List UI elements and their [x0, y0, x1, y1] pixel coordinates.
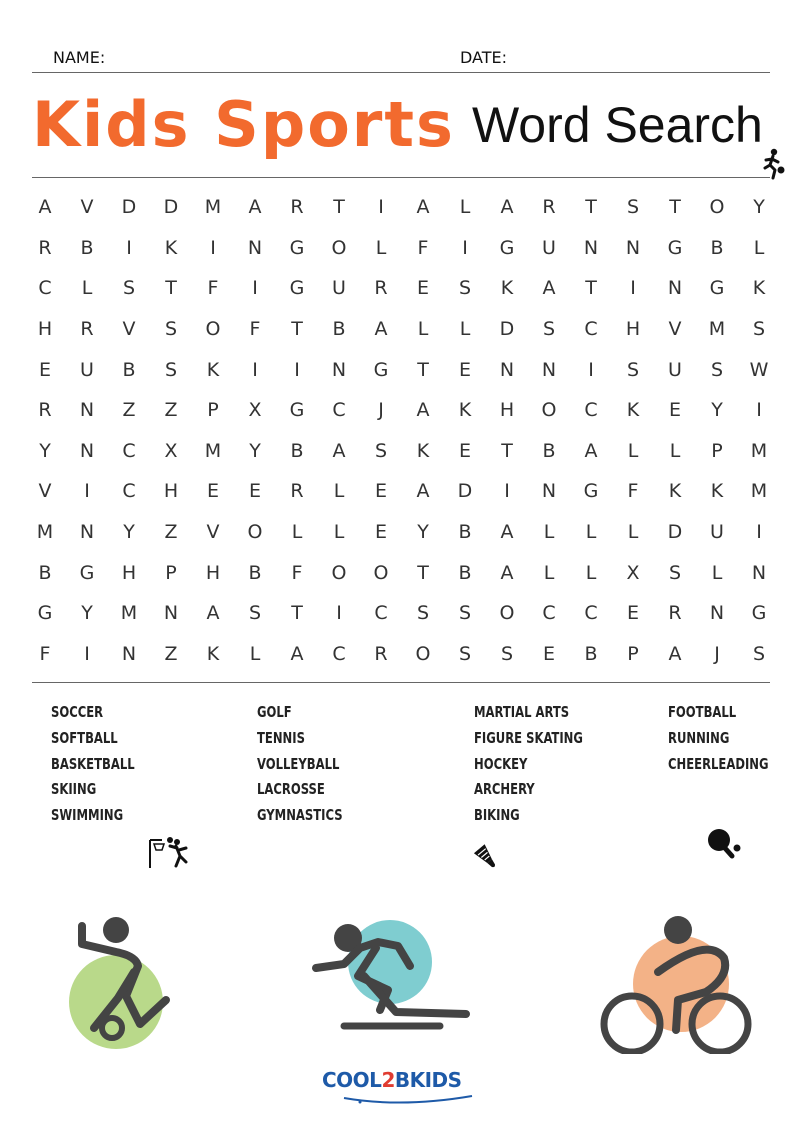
grid-letter: L	[669, 439, 681, 462]
grid-letter: N	[331, 358, 347, 381]
grid-letter: G	[499, 236, 515, 259]
name-date-row	[53, 48, 770, 70]
grid-letter: A	[38, 196, 52, 219]
grid-letter: S	[500, 642, 514, 665]
word-list-column-2	[257, 700, 343, 829]
grid-letter: I	[630, 277, 636, 300]
grid-letter: I	[756, 521, 762, 544]
grid-letter: O	[205, 318, 221, 341]
word-item: SOFTBALL	[51, 728, 118, 747]
grid-letter: L	[459, 196, 471, 219]
grid-letter: N	[709, 602, 725, 625]
grid-letter: K	[500, 277, 514, 300]
grid-letter: A	[206, 602, 220, 625]
grid-letter: M	[750, 480, 768, 503]
grid-letter: T	[165, 277, 177, 300]
grid-letter: K	[206, 642, 220, 665]
grid-letter: M	[204, 196, 222, 219]
grid-letter: F	[249, 318, 261, 341]
cool2bkids-logo	[322, 1068, 482, 1108]
grid-letter: B	[332, 318, 346, 341]
grid-letter: Z	[164, 521, 178, 544]
grid-letter: E	[374, 480, 387, 503]
name-label: NAME:	[53, 48, 106, 67]
grid-letter: C	[122, 480, 136, 503]
grid-letter: E	[38, 358, 51, 381]
grid-top-divider	[32, 177, 770, 178]
grid-letter: I	[126, 236, 132, 259]
grid-letter: T	[417, 358, 429, 381]
title-rest: Word Search	[472, 97, 763, 153]
word-item: HOCKEY	[474, 754, 528, 773]
grid-letter: U	[80, 358, 94, 381]
grid-letter: C	[122, 439, 136, 462]
grid-letter: V	[668, 318, 682, 341]
grid-letter: B	[80, 236, 94, 259]
grid-letter: U	[710, 521, 724, 544]
grid-letter: P	[627, 642, 639, 665]
grid-letter: G	[751, 602, 767, 625]
grid-letter: L	[627, 439, 639, 462]
grid-letter: A	[500, 196, 514, 219]
grid-letter: K	[626, 399, 640, 422]
grid-letter: H	[205, 561, 221, 584]
grid-letter: N	[79, 521, 95, 544]
grid-letter: H	[163, 480, 179, 503]
grid-letter: S	[668, 561, 682, 584]
grid-bottom-divider	[32, 682, 770, 683]
grid-letter: I	[588, 358, 594, 381]
grid-letter: C	[584, 602, 598, 625]
grid-letter: L	[375, 236, 387, 259]
top-divider	[32, 72, 770, 73]
grid-letter: X	[626, 561, 640, 584]
grid-letter: D	[457, 480, 473, 503]
word-item: BASKETBALL	[51, 754, 135, 773]
grid-letter: V	[206, 521, 220, 544]
grid-letter: N	[751, 561, 767, 584]
grid-letter: C	[584, 399, 598, 422]
grid-letter: N	[541, 358, 557, 381]
grid-letter: O	[373, 561, 389, 584]
grid-letter: H	[499, 399, 515, 422]
grid-letter: N	[79, 439, 95, 462]
grid-letter: K	[416, 439, 430, 462]
word-item: FIGURE SKATING	[474, 728, 583, 747]
grid-letter: H	[121, 561, 137, 584]
grid-letter: S	[626, 358, 640, 381]
grid-letter: I	[84, 480, 90, 503]
grid-letter: M	[750, 439, 768, 462]
grid-letter: D	[667, 521, 683, 544]
grid-letter: D	[499, 318, 515, 341]
grid-letter: N	[79, 399, 95, 422]
grid-letter: C	[374, 602, 388, 625]
grid-letter: S	[626, 196, 640, 219]
word-item: SOCCER	[51, 703, 104, 721]
word-item: VOLLEYBALL	[257, 754, 340, 773]
grid-letter: K	[206, 358, 220, 381]
word-item: GYMNASTICS	[257, 806, 343, 825]
grid-letter: E	[416, 277, 429, 300]
grid-letter: S	[542, 318, 556, 341]
grid-letter: G	[289, 399, 305, 422]
grid-letter: K	[458, 399, 472, 422]
grid-letter: L	[249, 642, 261, 665]
grid-letter: X	[164, 439, 178, 462]
grid-letter: I	[462, 236, 468, 259]
grid-letter: U	[668, 358, 682, 381]
grid-letter: E	[458, 358, 471, 381]
grid-letter: L	[627, 521, 639, 544]
grid-letter: L	[81, 277, 93, 300]
grid-letter: L	[753, 236, 765, 259]
grid-letter: S	[458, 642, 472, 665]
grid-letter: E	[626, 602, 639, 625]
grid-letter: I	[252, 277, 258, 300]
word-item: BIKING	[474, 806, 520, 825]
grid-letter: B	[122, 358, 136, 381]
grid-letter: K	[752, 277, 766, 300]
grid-letter: R	[542, 196, 556, 219]
grid-letter: K	[164, 236, 178, 259]
grid-letter: R	[38, 236, 52, 259]
grid-letter: R	[80, 318, 94, 341]
grid-letter: V	[122, 318, 136, 341]
grid-letter: L	[417, 318, 429, 341]
grid-letter: Y	[123, 521, 135, 544]
ping-pong-icon	[704, 826, 742, 862]
grid-letter: F	[39, 642, 51, 665]
grid-letter: W	[749, 358, 769, 381]
soccer-player-icon	[66, 914, 186, 1054]
grid-letter: G	[583, 480, 599, 503]
grid-letter: N	[667, 277, 683, 300]
title-highlight: Kids Sports	[32, 88, 455, 161]
word-item: FOOTBALL	[668, 703, 737, 721]
grid-letter: L	[333, 480, 345, 503]
grid-letter: H	[37, 318, 53, 341]
grid-letter: A	[332, 439, 346, 462]
grid-letter: V	[80, 196, 94, 219]
grid-letter: G	[79, 561, 95, 584]
grid-letter: P	[711, 439, 723, 462]
logo-part-2: 2	[381, 1068, 395, 1092]
grid-letter: T	[333, 196, 345, 219]
logo-text	[322, 1068, 462, 1092]
grid-letter: A	[416, 196, 430, 219]
logo-part-3: BKIDS	[394, 1068, 462, 1092]
grid-letter: S	[374, 439, 388, 462]
grid-letter: B	[290, 439, 304, 462]
grid-letter: N	[247, 236, 263, 259]
grid-letter: F	[417, 236, 429, 259]
grid-letter: I	[294, 358, 300, 381]
grid-letter: M	[36, 521, 54, 544]
grid-letter: A	[416, 399, 430, 422]
grid-letter: R	[668, 602, 682, 625]
grid-letter: Y	[249, 439, 261, 462]
grid-letter: C	[332, 399, 346, 422]
basketball-player-icon	[146, 836, 190, 870]
grid-letter: I	[756, 399, 762, 422]
grid-letter: I	[210, 236, 216, 259]
date-label: DATE:	[460, 48, 508, 67]
grid-letter: Z	[122, 399, 136, 422]
grid-letter: B	[542, 439, 556, 462]
grid-letter: U	[542, 236, 556, 259]
grid-letter: Y	[39, 439, 51, 462]
grid-letter: T	[669, 196, 681, 219]
word-item: LACROSSE	[257, 780, 325, 799]
grid-letter: E	[458, 439, 471, 462]
grid-letter: R	[374, 277, 388, 300]
grid-letter: B	[248, 561, 262, 584]
grid-letter: I	[504, 480, 510, 503]
grid-letter: C	[542, 602, 556, 625]
grid-letter: O	[541, 399, 557, 422]
grid-letter: E	[248, 480, 261, 503]
grid-letter: A	[248, 196, 262, 219]
grid-letter: N	[583, 236, 599, 259]
grid-letter: P	[165, 561, 177, 584]
grid-letter: L	[333, 521, 345, 544]
grid-letter: L	[711, 561, 723, 584]
word-list-column-3	[474, 700, 583, 829]
grid-letter: L	[543, 561, 555, 584]
cyclist-icon	[598, 912, 754, 1054]
word-item: MARTIAL ARTS	[474, 703, 570, 721]
grid-letter: D	[163, 196, 179, 219]
grid-letter: N	[625, 236, 641, 259]
grid-letter: N	[163, 602, 179, 625]
grid-letter: A	[290, 642, 304, 665]
grid-letter: S	[164, 358, 178, 381]
word-item: CHEERLEADING	[668, 754, 769, 773]
grid-letter: L	[291, 521, 303, 544]
grid-letter: Z	[164, 399, 178, 422]
grid-letter: N	[499, 358, 515, 381]
word-item: RUNNING	[668, 728, 730, 747]
grid-letter: L	[459, 318, 471, 341]
grid-letter: A	[416, 480, 430, 503]
word-item: SWIMMING	[51, 806, 124, 825]
grid-letter: E	[374, 521, 387, 544]
grid-letter: N	[541, 480, 557, 503]
grid-letter: S	[122, 277, 136, 300]
grid-letter: S	[752, 318, 766, 341]
grid-letter: O	[415, 642, 431, 665]
grid-letter: H	[625, 318, 641, 341]
grid-letter: T	[585, 277, 597, 300]
grid-letter: G	[709, 277, 725, 300]
grid-letter: V	[38, 480, 52, 503]
grid-letter: M	[708, 318, 726, 341]
grid-letter: I	[336, 602, 342, 625]
grid-letter: F	[207, 277, 219, 300]
word-list-column-1	[51, 700, 135, 829]
grid-letter: P	[207, 399, 219, 422]
grid-letter: O	[331, 236, 347, 259]
grid-letter: T	[291, 602, 303, 625]
word-item: TENNIS	[257, 728, 305, 747]
grid-letter: C	[38, 277, 52, 300]
grid-letter: F	[291, 561, 303, 584]
grid-letter: F	[627, 480, 639, 503]
grid-letter: A	[668, 642, 682, 665]
logo-part-1: COOL	[322, 1068, 382, 1092]
grid-letter: O	[331, 561, 347, 584]
grid-letter: E	[206, 480, 219, 503]
grid-letter: A	[500, 521, 514, 544]
grid-letter: G	[289, 277, 305, 300]
grid-letter: J	[378, 399, 384, 422]
grid-letter: O	[499, 602, 515, 625]
grid-letter: M	[204, 439, 222, 462]
grid-letter: R	[38, 399, 52, 422]
grid-letter: I	[378, 196, 384, 219]
grid-letter: G	[37, 602, 53, 625]
grid-letter: Y	[711, 399, 723, 422]
grid-letter: I	[84, 642, 90, 665]
grid-letter: A	[500, 561, 514, 584]
grid-letter: A	[584, 439, 598, 462]
grid-letter: T	[585, 196, 597, 219]
grid-letter: C	[332, 642, 346, 665]
letter-grid	[24, 187, 780, 674]
grid-letter: S	[248, 602, 262, 625]
grid-letter: T	[417, 561, 429, 584]
grid-letter: Y	[81, 602, 93, 625]
grid-letter: B	[38, 561, 52, 584]
word-item: ARCHERY	[474, 780, 535, 799]
grid-letter: A	[374, 318, 388, 341]
grid-letter: S	[752, 642, 766, 665]
grid-letter: S	[164, 318, 178, 341]
grid-letter: A	[542, 277, 556, 300]
word-item: SKIING	[51, 780, 97, 799]
grid-letter: K	[668, 480, 682, 503]
grid-letter: Z	[164, 642, 178, 665]
grid-letter: T	[501, 439, 513, 462]
word-item: GOLF	[257, 703, 292, 721]
word-list-column-4	[668, 700, 769, 777]
grid-letter: B	[458, 521, 472, 544]
grid-letter: G	[373, 358, 389, 381]
grid-letter: B	[458, 561, 472, 584]
grid-letter: B	[710, 236, 724, 259]
grid-letter: E	[542, 642, 555, 665]
grid-letter: T	[291, 318, 303, 341]
grid-letter: O	[709, 196, 725, 219]
grid-letter: X	[248, 399, 262, 422]
grid-letter: M	[120, 602, 138, 625]
grid-letter: R	[290, 196, 304, 219]
grid-letter: R	[374, 642, 388, 665]
grid-letter: G	[289, 236, 305, 259]
grid-letter: K	[710, 480, 724, 503]
grid-letter: O	[247, 521, 263, 544]
grid-letter: S	[710, 358, 724, 381]
grid-letter: S	[458, 602, 472, 625]
grid-letter: J	[714, 642, 720, 665]
skier-icon	[310, 918, 474, 1036]
grid-letter: L	[585, 521, 597, 544]
grid-letter: S	[458, 277, 472, 300]
grid-letter: C	[584, 318, 598, 341]
grid-letter: Y	[417, 521, 429, 544]
grid-letter: R	[290, 480, 304, 503]
grid-letter: B	[584, 642, 598, 665]
grid-letter: G	[667, 236, 683, 259]
grid-letter: N	[121, 642, 137, 665]
grid-letter: S	[416, 602, 430, 625]
grid-letter: I	[252, 358, 258, 381]
shuttlecock-icon	[472, 842, 502, 874]
grid-letter: U	[332, 277, 346, 300]
grid-letter: L	[585, 561, 597, 584]
grid-letter: Y	[753, 196, 765, 219]
grid-letter: L	[543, 521, 555, 544]
grid-letter: D	[121, 196, 137, 219]
grid-letter: E	[668, 399, 681, 422]
